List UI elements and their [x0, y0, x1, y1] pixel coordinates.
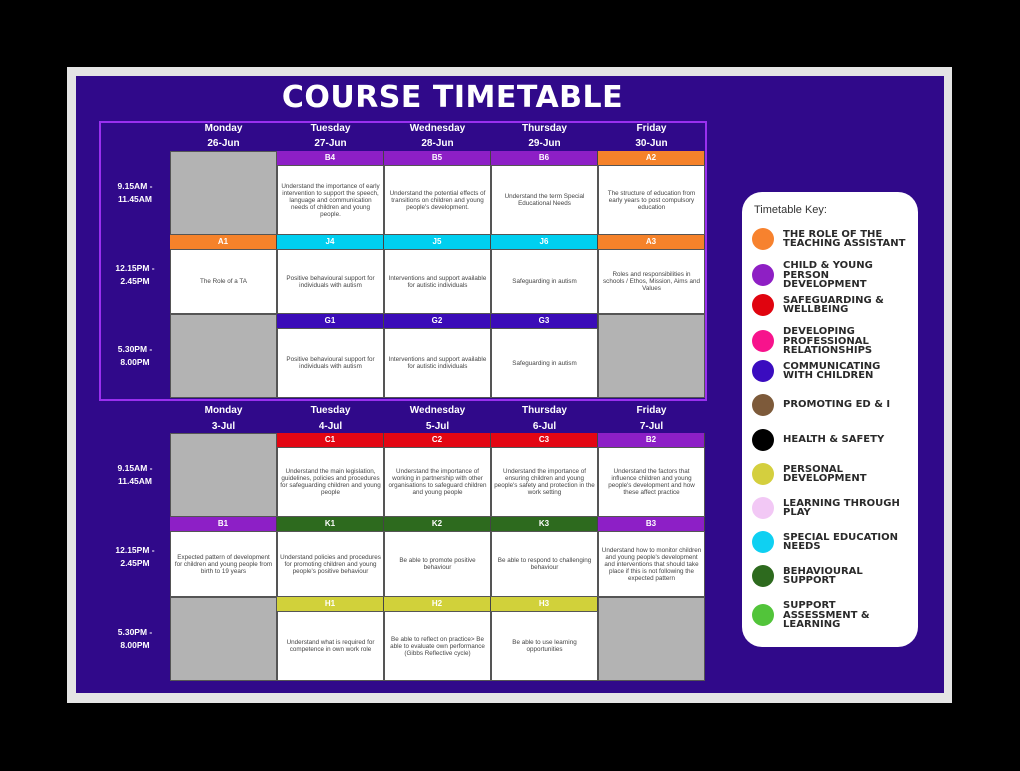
color-dot-icon [752, 531, 774, 553]
color-dot-icon [752, 330, 774, 352]
session-cell[interactable]: Understand the main legislation, guidelines, policies and procedures for safeguarding children and young people [277, 447, 384, 517]
color-dot-icon [752, 497, 774, 519]
key-item [752, 360, 913, 382]
key-label: HEALTH & SAFETY [783, 434, 885, 446]
unit-code-k3: K3 [491, 517, 598, 531]
day-header: Friday [636, 405, 667, 416]
date-header: 7-Jul [639, 421, 664, 432]
unit-code-b4: B4 [277, 151, 384, 165]
unit-code-a3: A3 [598, 235, 705, 249]
key-label: CHILD & YOUNG PERSON DEVELOPMENT [783, 260, 873, 290]
empty-session [170, 597, 277, 681]
unit-code-h2: H2 [384, 597, 491, 611]
day-header: Thursday [521, 405, 567, 416]
key-item [752, 497, 913, 519]
key-label: SAFEGUARDING & WELLBEING [783, 294, 884, 315]
date-header: 3-Jul [211, 421, 236, 432]
session-cell[interactable]: Interventions and support available for autistic individuals [384, 328, 491, 398]
session-cell[interactable]: Be able to promote positive behaviour [384, 531, 491, 597]
timetable-key [742, 192, 918, 647]
day-header: Wednesday [409, 405, 466, 416]
date-header: 26-Jun [207, 138, 240, 149]
key-label: SUPPORT ASSESSMENT & LEARNING [783, 600, 870, 630]
unit-code-g1: G1 [277, 314, 384, 328]
session-cell[interactable]: Understand policies and procedures for promoting children and young people's positive behaviour [277, 531, 384, 597]
day-header: Tuesday [310, 123, 351, 134]
color-dot-icon [752, 565, 774, 587]
page-title: COURSE TIMETABLE [281, 80, 624, 115]
color-dot-icon [752, 429, 774, 451]
day-header: Thursday [521, 123, 567, 134]
empty-session [598, 314, 705, 398]
session-cell[interactable]: Positive behavioural support for individuals with autism [277, 249, 384, 314]
date-header: 4-Jul [318, 421, 343, 432]
session-cell[interactable]: Understand how to monitor children and young people's development and interventions that should take place if this is not following the expected pattern [598, 531, 705, 597]
key-label: DEVELOPING PROFESSIONAL RELATIONSHIPS [783, 326, 873, 356]
key-label: PERSONAL DEVELOPMENT [783, 463, 867, 484]
time-slot-label: 12.15PM - 2.45PM [115, 545, 155, 568]
unit-code-k1: K1 [277, 517, 384, 531]
day-header: Monday [204, 123, 243, 134]
unit-code-c2: C2 [384, 433, 491, 447]
time-slot-label: 5.30PM - 8.00PM [117, 344, 153, 367]
session-cell[interactable]: Interventions and support available for autistic individuals [384, 249, 491, 314]
key-item [752, 463, 913, 485]
key-item [752, 429, 913, 451]
unit-code-j4: J4 [277, 235, 384, 249]
date-header: 30-Jun [635, 138, 668, 149]
key-label: BEHAVIOURAL SUPPORT [783, 565, 863, 586]
empty-session [598, 597, 705, 681]
color-dot-icon [752, 264, 774, 286]
session-cell[interactable]: Understand the term Special Educational Needs [491, 165, 598, 235]
key-item [752, 294, 913, 316]
date-header: 6-Jul [532, 421, 557, 432]
day-header: Friday [636, 123, 667, 134]
date-header: 29-Jun [528, 138, 561, 149]
date-header: 28-Jun [421, 138, 454, 149]
day-header: Wednesday [409, 123, 466, 134]
key-label: SPECIAL EDUCATION NEEDS [783, 531, 898, 552]
color-dot-icon [752, 294, 774, 316]
key-label: LEARNING THROUGH PLAY [783, 497, 900, 518]
unit-code-h1: H1 [277, 597, 384, 611]
session-cell[interactable]: Safeguarding in autism [491, 328, 598, 398]
session-cell[interactable]: The structure of education from early years to post compulsory education [598, 165, 705, 235]
session-cell[interactable]: Be able to respond to challenging behaviour [491, 531, 598, 597]
session-cell[interactable]: Roles and responsibilities in schools / Ethos, Mission, Aims and Values [598, 249, 705, 314]
session-cell[interactable]: Understand the importance of early intervention to support the speech, language and communication needs of children and young people. [277, 165, 384, 235]
unit-code-j6: J6 [491, 235, 598, 249]
key-label: PROMOTING ED & I [783, 399, 891, 411]
unit-code-a2: A2 [598, 151, 705, 165]
time-slot-label: 5.30PM - 8.00PM [117, 627, 153, 650]
unit-code-b2: B2 [598, 433, 705, 447]
empty-session [170, 433, 277, 517]
color-dot-icon [752, 228, 774, 250]
session-cell[interactable]: The Role of a TA [170, 249, 277, 314]
key-item [752, 601, 913, 630]
key-item [752, 565, 913, 587]
color-dot-icon [752, 394, 774, 416]
key-item [752, 327, 913, 356]
key-item [752, 394, 913, 416]
key-title: Timetable Key: [754, 204, 827, 216]
session-cell[interactable]: Understand the importance of working in partnership with other organisations to safeguard children and young people [384, 447, 491, 517]
time-slot-label: 9.15AM - 11.45AM [117, 181, 153, 204]
color-dot-icon [752, 604, 774, 626]
session-cell[interactable]: Expected pattern of development for children and young people from birth to 19 years [170, 531, 277, 597]
color-dot-icon [752, 360, 774, 382]
unit-code-k2: K2 [384, 517, 491, 531]
key-label: COMMUNICATING WITH CHILDREN [783, 360, 881, 381]
session-cell[interactable]: Be able to reflect on practice> Be able to evaluate own performance (Gibbs Reflective cycle) [384, 611, 491, 681]
key-label: THE ROLE OF THE TEACHING ASSISTANT [783, 228, 906, 249]
empty-session [170, 314, 277, 398]
session-cell[interactable]: Understand the factors that influence children and young people's development and how these affect practice [598, 447, 705, 517]
time-slot-label: 12.15PM - 2.45PM [115, 262, 155, 286]
color-dot-icon [752, 463, 774, 485]
unit-code-c3: C3 [491, 433, 598, 447]
unit-code-h3: H3 [491, 597, 598, 611]
unit-code-a1: A1 [170, 235, 277, 249]
unit-code-b1: B1 [170, 517, 277, 531]
day-header: Monday [204, 405, 243, 416]
session-cell[interactable]: Be able to use learning opportunities [491, 611, 598, 681]
session-cell[interactable]: Understand the potential effects of transitions on children and young people's development. [384, 165, 491, 235]
date-header: 5-Jul [425, 421, 450, 432]
session-cell[interactable]: Safeguarding in autism [491, 249, 598, 314]
session-cell[interactable]: Positive behavioural support for individuals with autism [277, 328, 384, 398]
session-cell[interactable]: Understand what is required for competence in own work role [277, 611, 384, 681]
unit-code-b5: B5 [384, 151, 491, 165]
unit-code-j5: J5 [384, 235, 491, 249]
unit-code-b6: B6 [491, 151, 598, 165]
key-item [752, 228, 913, 250]
session-cell[interactable]: Understand the importance of ensuring children and young people's safety and protection in the work setting [491, 447, 598, 517]
date-header: 27-Jun [314, 138, 347, 149]
key-item [752, 531, 913, 553]
key-item [752, 261, 913, 290]
unit-code-g3: G3 [491, 314, 598, 328]
unit-code-b3: B3 [598, 517, 705, 531]
unit-code-c1: C1 [277, 433, 384, 447]
day-header: Tuesday [310, 405, 351, 416]
time-slot-label: 9.15AM - 11.45AM [117, 463, 153, 486]
unit-code-g2: G2 [384, 314, 491, 328]
empty-session [170, 151, 277, 235]
